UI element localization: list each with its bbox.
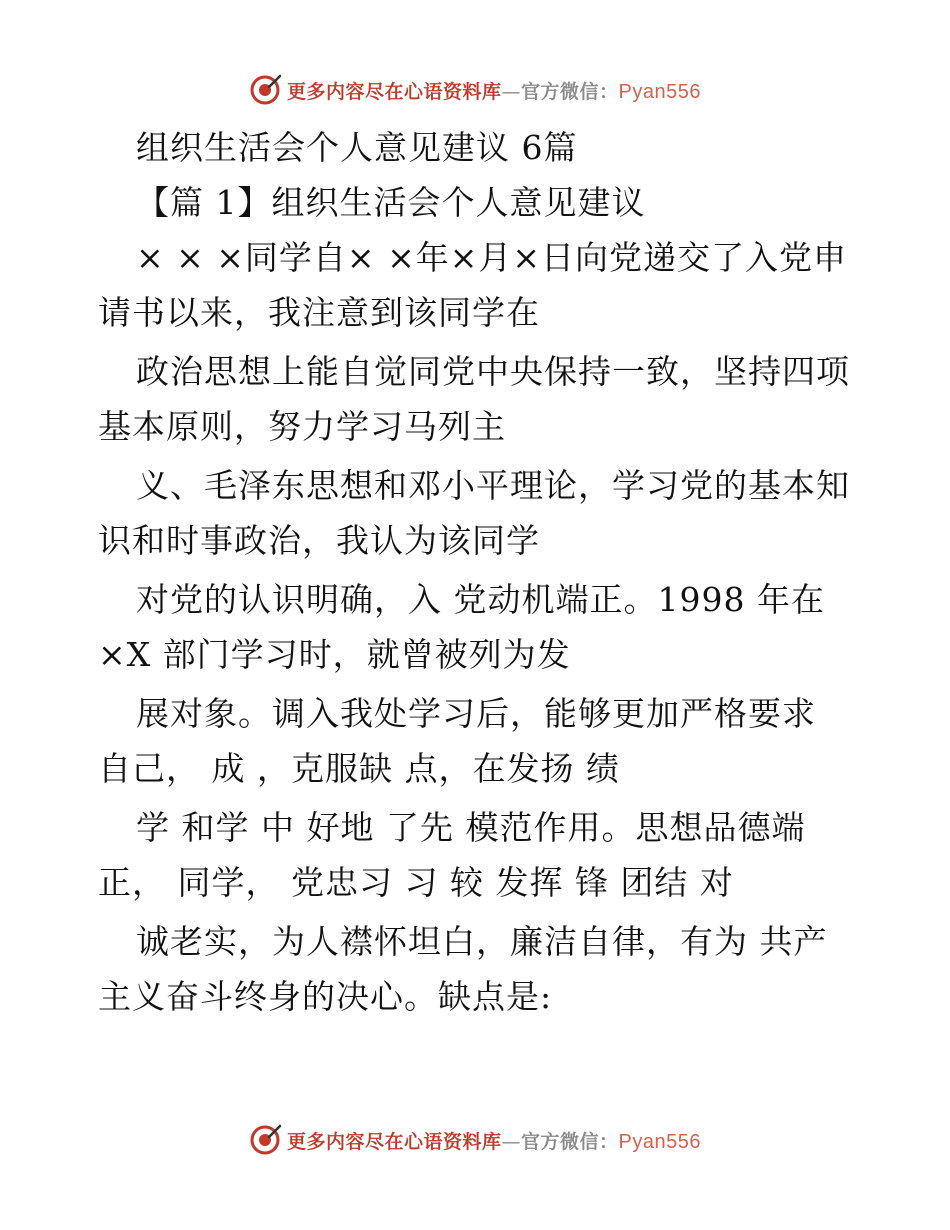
banner-separator: — bbox=[501, 80, 522, 103]
banner-wechat-id: Pyan556 bbox=[618, 80, 701, 103]
paragraph-line: 诚老实，为人襟怀坦白，廉洁自律，有为 共产 bbox=[136, 922, 828, 961]
paragraph-line: ×X 部门学习时，就曾被列为发 bbox=[98, 635, 571, 674]
paragraph-line: × × ×同学自× ×年×月×日向党递交了入党申 bbox=[136, 238, 848, 277]
paragraph-line: 自己， 成 ，克服缺 点，在发扬 绩 bbox=[98, 749, 620, 788]
paragraph-line: 义、毛泽东思想和邓小平理论，学习党的基本知 bbox=[136, 466, 850, 505]
paragraph-line: 政治思想上能自觉同党中央保持一致，坚持四项 bbox=[136, 352, 850, 391]
paragraph-line: 识和时事政治，我认为该同学 bbox=[98, 521, 540, 560]
document-body bbox=[98, 120, 858, 1024]
banner-separator: — bbox=[501, 1130, 522, 1153]
banner-main-text: 更多内容尽在心语资料库 bbox=[287, 80, 502, 103]
header-banner bbox=[0, 70, 950, 110]
brand-logo-icon bbox=[249, 73, 283, 107]
paragraph-line: 基本原则，努力学习马列主 bbox=[98, 407, 506, 446]
paragraph-line: 展对象。调入我处学习后，能够更加严格要求 bbox=[136, 694, 816, 733]
paragraph-line: 正， 同学， 党忠习 习 较 发挥 锋 团结 对 bbox=[98, 863, 734, 902]
paragraph-line: 学 和学 中 好地 了先 模范作用。思想品德端 bbox=[136, 808, 806, 847]
banner-main-text: 更多内容尽在心语资料库 bbox=[287, 1130, 502, 1153]
banner-wechat-id: Pyan556 bbox=[618, 1130, 701, 1153]
footer-banner bbox=[0, 1120, 950, 1160]
paragraph-line: 请书以来，我注意到该同学在 bbox=[98, 293, 540, 332]
banner-label: 官方微信： bbox=[521, 1130, 619, 1153]
document-title: 组织生活会个人意见建议 6篇 bbox=[136, 128, 578, 167]
section-heading: 【篇 1】组织生活会个人意见建议 bbox=[136, 183, 646, 222]
banner-label: 官方微信： bbox=[521, 80, 619, 103]
paragraph-line: 主义奋斗终身的决心。缺点是: bbox=[98, 977, 553, 1016]
banner-text bbox=[287, 1127, 701, 1154]
paragraph-line: 对党的认识明确，入 党动机端正。1998 年在 bbox=[136, 580, 825, 619]
brand-logo-icon bbox=[249, 1123, 283, 1157]
banner-text bbox=[287, 77, 701, 104]
